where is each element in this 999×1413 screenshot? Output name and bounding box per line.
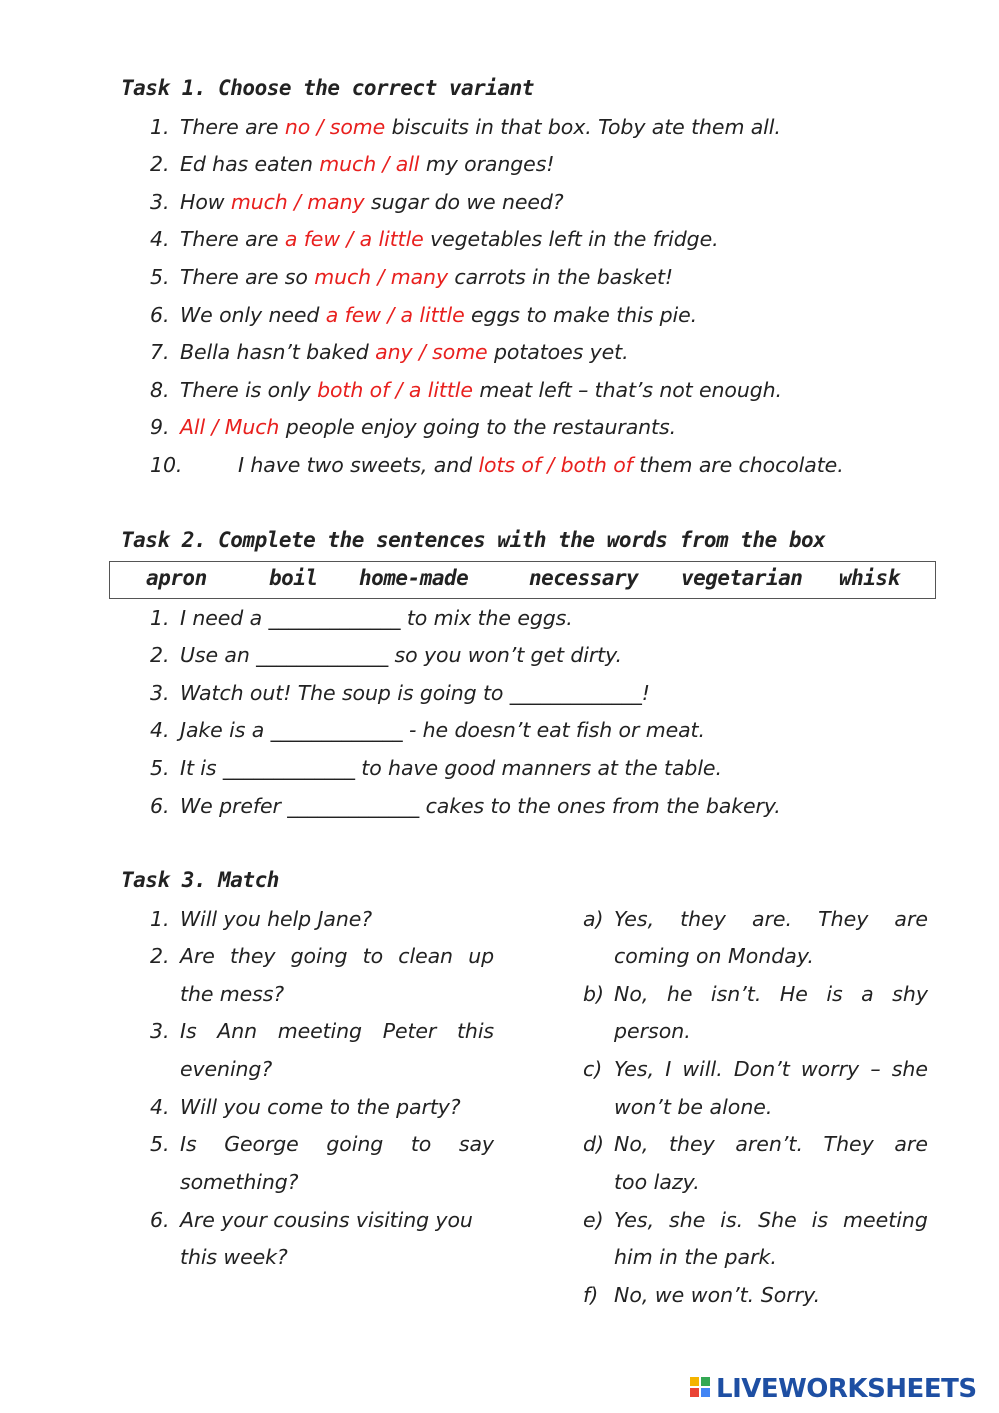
- choice-option[interactable]: much / many: [314, 265, 448, 289]
- item-number: 4.: [150, 718, 170, 742]
- liveworksheets-logo: [690, 1374, 977, 1404]
- item-number: 8.: [150, 378, 170, 402]
- sentence-end: potatoes yet.: [487, 340, 629, 364]
- sentence-end: biscuits in that box. Toby ate them all.: [385, 115, 781, 139]
- sentence-start: Bella hasn’t baked: [180, 340, 376, 364]
- word: –: [870, 1057, 881, 1081]
- word: No,: [614, 1132, 649, 1156]
- answer-line: person.: [614, 1019, 691, 1043]
- item-number: 3.: [150, 190, 170, 214]
- sentence-start: There is only: [180, 378, 318, 402]
- gap-fill-sentence[interactable]: We prefer _____________ cakes to the ones from the bakery.: [180, 794, 781, 818]
- word: up: [468, 944, 494, 968]
- word: Yes,: [614, 907, 655, 931]
- task3-title: Task 3. Match: [121, 868, 279, 892]
- sentence-end: my oranges!: [419, 152, 555, 176]
- word-box: [109, 561, 936, 599]
- word: meeting: [277, 1019, 362, 1043]
- question-line: something?: [180, 1170, 299, 1194]
- gap-fill-sentence[interactable]: I need a _____________ to mix the eggs.: [180, 606, 573, 630]
- sentence-start: There are so: [180, 265, 315, 289]
- word-box-item: home-made: [359, 566, 469, 590]
- word: going: [326, 1132, 384, 1156]
- word: Yes,: [614, 1208, 655, 1232]
- sentence-end: meat left – that’s not enough.: [472, 378, 782, 402]
- item-number: 7.: [150, 340, 170, 364]
- answer-line: No, we won’t. Sorry.: [614, 1283, 821, 1307]
- choice-option[interactable]: any / some: [375, 340, 488, 364]
- question-line: [180, 944, 494, 968]
- item-number: 6.: [150, 1208, 170, 1232]
- task2-title: Task 2. Complete the sentences with the words from the box: [121, 528, 826, 552]
- word: they: [668, 1132, 715, 1156]
- choice-option[interactable]: a few / a little: [284, 227, 424, 251]
- item-number: 6.: [150, 303, 170, 327]
- sentence-start: I have two sweets, and: [238, 453, 479, 477]
- word: He: [779, 982, 808, 1006]
- question-line: [180, 1132, 494, 1156]
- sentence-end: them are chocolate.: [632, 453, 844, 477]
- answer-line: coming on Monday.: [614, 944, 814, 968]
- answer-line: [614, 907, 928, 931]
- item-number: 5.: [150, 265, 170, 289]
- question-line: Will you help Jane?: [180, 907, 373, 931]
- item-number: 5.: [150, 756, 170, 780]
- gap-fill-sentence[interactable]: It is _____________ to have good manners at the table.: [180, 756, 722, 780]
- sentence-end: carrots in the basket!: [447, 265, 674, 289]
- word: is.: [720, 1208, 744, 1232]
- word-box-item: apron: [146, 566, 207, 590]
- word: aren’t.: [735, 1132, 803, 1156]
- answer-letter: e): [583, 1208, 604, 1232]
- answer-line: [614, 982, 928, 1006]
- word-box-item: necessary: [529, 566, 639, 590]
- gap-fill-sentence[interactable]: Jake is a _____________ - he doesn’t eat fish or meat.: [180, 718, 705, 742]
- sentence-end: people enjoy going to the restaurants.: [279, 415, 676, 439]
- sentence-end: vegetables left in the fridge.: [423, 227, 719, 251]
- item-number: 4.: [150, 1095, 170, 1119]
- word: a: [861, 982, 874, 1006]
- word: No,: [614, 982, 649, 1006]
- word: Peter: [382, 1019, 437, 1043]
- question-line: Will you come to the party?: [180, 1095, 461, 1119]
- word: Ann: [217, 1019, 257, 1043]
- choice-option[interactable]: lots of / both of: [478, 453, 633, 477]
- word: She: [758, 1208, 797, 1232]
- question-line: this week?: [180, 1245, 288, 1269]
- word: clean: [398, 944, 453, 968]
- sentence-end: sugar do we need?: [364, 190, 564, 214]
- item-number: 2.: [150, 152, 170, 176]
- answer-letter: f): [583, 1283, 599, 1307]
- item-number: 5.: [150, 1132, 170, 1156]
- word: are.: [751, 907, 793, 931]
- item-number: 3.: [150, 681, 170, 705]
- word: meeting: [843, 1208, 928, 1232]
- word: Is: [180, 1019, 197, 1043]
- question-line: the mess?: [180, 982, 285, 1006]
- question-line: evening?: [180, 1057, 273, 1081]
- word: she: [669, 1208, 706, 1232]
- question-line: Are your cousins visiting you: [180, 1208, 473, 1232]
- liveworksheets-logo-icon: [690, 1377, 712, 1401]
- answer-line: won’t be alone.: [614, 1095, 773, 1119]
- word: to: [362, 944, 384, 968]
- word: is: [811, 1208, 829, 1232]
- word-box-item: vegetarian: [681, 566, 803, 590]
- answer-letter: a): [583, 907, 604, 931]
- sentence-start: There are: [180, 115, 285, 139]
- word-box-item: boil: [269, 566, 318, 590]
- choice-option[interactable]: much / many: [230, 190, 365, 214]
- word: will.: [682, 1057, 723, 1081]
- answer-line: [614, 1208, 928, 1232]
- sentence-end: eggs to make this pie.: [464, 303, 698, 327]
- sentence-start: There are: [180, 227, 285, 251]
- word: is: [826, 982, 843, 1006]
- word: say: [458, 1132, 494, 1156]
- word: shy: [892, 982, 928, 1006]
- word: they: [230, 944, 276, 968]
- choice-option[interactable]: a few / a little: [325, 303, 465, 327]
- item-number: 2.: [150, 944, 170, 968]
- answer-line: too lazy.: [614, 1170, 700, 1194]
- word: George: [224, 1132, 299, 1156]
- word: They: [823, 1132, 874, 1156]
- sentence-start: We only need: [180, 303, 326, 327]
- item-number: 6.: [150, 794, 170, 818]
- choice-option[interactable]: both of / a little: [317, 378, 473, 402]
- gap-fill-sentence[interactable]: Use an _____________ so you won’t get dirty.: [180, 643, 622, 667]
- item-number: 9.: [150, 415, 170, 439]
- task1-title: Task 1. Choose the correct variant: [121, 76, 534, 100]
- logo-text: LIVEWORKSHEETS: [716, 1374, 977, 1404]
- sentence-start: Ed has eaten: [180, 152, 320, 176]
- choice-option[interactable]: much / all: [319, 152, 420, 176]
- word: worry: [800, 1057, 860, 1081]
- item-number: 3.: [150, 1019, 170, 1043]
- item-number: 1.: [150, 606, 170, 630]
- answer-letter: d): [583, 1132, 605, 1156]
- word: are: [894, 1132, 928, 1156]
- choice-option[interactable]: no / some: [284, 115, 386, 139]
- question-line: [180, 1019, 494, 1043]
- word: I: [665, 1057, 672, 1081]
- item-number: 4.: [150, 227, 170, 251]
- word: Is: [180, 1132, 197, 1156]
- word: Are: [180, 944, 215, 968]
- word: to: [410, 1132, 432, 1156]
- item-number: 10.: [150, 453, 183, 477]
- gap-fill-sentence[interactable]: Watch out! The soup is going to _____________!: [180, 681, 650, 705]
- word: this: [456, 1019, 494, 1043]
- answer-line: [614, 1057, 928, 1081]
- word: they: [680, 907, 726, 931]
- word: he: [666, 982, 693, 1006]
- word: They: [818, 907, 869, 931]
- word: isn’t.: [710, 982, 762, 1006]
- item-number: 1.: [150, 115, 170, 139]
- word: going: [290, 944, 348, 968]
- word: Don’t: [733, 1057, 790, 1081]
- item-number: 1.: [150, 907, 170, 931]
- item-number: 2.: [150, 643, 170, 667]
- word: are: [894, 907, 928, 931]
- answer-letter: c): [583, 1057, 603, 1081]
- word: Yes,: [614, 1057, 655, 1081]
- answer-letter: b): [583, 982, 605, 1006]
- word: she: [891, 1057, 928, 1081]
- answer-line: him in the park.: [614, 1245, 777, 1269]
- word-box-item: whisk: [839, 566, 900, 590]
- choice-option[interactable]: All / Much: [180, 415, 280, 439]
- sentence-start: How: [180, 190, 231, 214]
- answer-line: [614, 1132, 928, 1156]
